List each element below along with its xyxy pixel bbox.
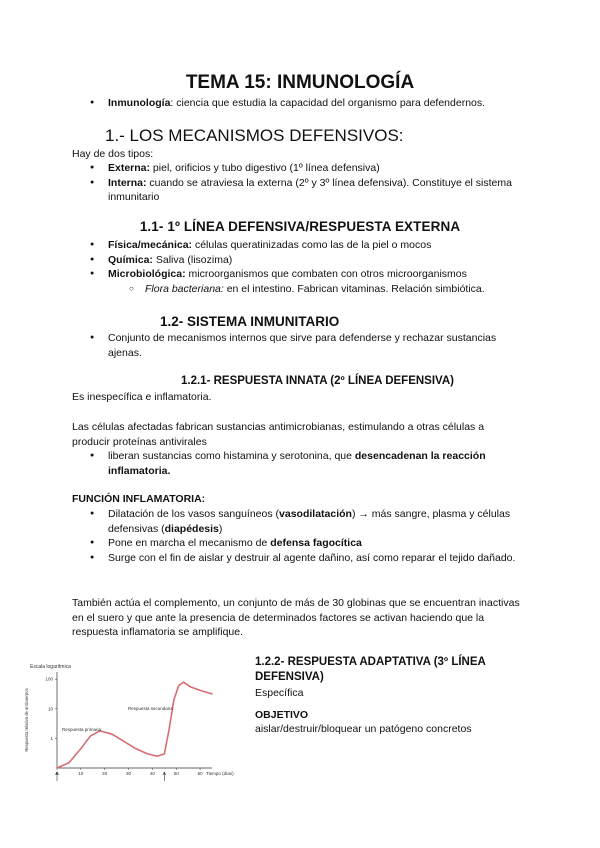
- annotation-primary: Respuesta primaria: [62, 727, 102, 732]
- term: Flora bacteriana:: [145, 283, 224, 295]
- y-tick-label: 100: [45, 676, 53, 682]
- objective-heading: OBJETIVO: [255, 709, 309, 721]
- intro-list: [108, 96, 548, 111]
- section-heading-1-1: 1.1- 1º LÍNEA DEFENSIVA/RESPUESTA EXTERNA: [139, 219, 461, 234]
- series-line: [57, 682, 212, 768]
- immune-system-list: [108, 331, 528, 360]
- text: Pone en marcha el mecanismo de: [108, 537, 271, 549]
- y-tick-label: 10: [47, 706, 53, 712]
- y-axis-label: Respuesta relativa de anticuerpos: [24, 688, 29, 752]
- scale-label: Escala logarítmica: [30, 664, 71, 670]
- x-tick-label: 40: [149, 771, 155, 776]
- text: Dilatación de los vasos sanguíneos (: [108, 508, 280, 520]
- paragraph: También actúa el complemento, un conjunto de más de 30 globinas que se encuentran inactivas en el suero y que ante la presencia de determinados factores se activan haciendo que la respuesta inflamatoria se amplifique.: [72, 597, 520, 638]
- term: Inmunología: [108, 97, 171, 109]
- y-tick-label: 1: [50, 735, 53, 741]
- list-item: [108, 267, 548, 282]
- page-title: TEMA 15: INMUNOLOGÍA: [185, 72, 415, 93]
- section-lead: Hay de dos tipos:: [72, 148, 154, 160]
- text: ): [218, 522, 223, 535]
- list-item: [108, 507, 518, 536]
- list-item: ● Surge con el fin de aislar y destruir al agente dañino, así como reparar el tejido dañado.: [108, 551, 518, 566]
- inflammatory-function-list: [108, 507, 518, 565]
- definition: microorganismos que combaten con otros microorganismos: [185, 268, 467, 280]
- definition: Saliva (lisozima): [152, 253, 233, 266]
- list-item: [108, 96, 548, 111]
- term: Microbiológica:: [108, 268, 186, 280]
- text: ) → más sangre, plasma y células defensivas (: [108, 508, 511, 535]
- defense-types-list: [108, 161, 528, 205]
- list-item: ● Conjunto de mecanismos internos que sirve para defenderse y rechazar sustancias ajenas.: [108, 331, 528, 360]
- emphasis: desencadenan la reacción inflamatoria.: [108, 450, 486, 477]
- text: liberan sustancias como histamina y serotonina, que: [108, 450, 355, 462]
- definition: células queratinizadas como las de la piel o mocos: [192, 239, 432, 251]
- x-axis-label: Tiempo (días): [206, 771, 234, 776]
- list-item: [108, 176, 528, 205]
- paragraph: Específica: [255, 687, 304, 699]
- list-item: [108, 253, 548, 268]
- innate-list: [108, 449, 518, 478]
- term: Externa:: [108, 162, 151, 174]
- emphasis: vasodilatación: [279, 508, 352, 520]
- list-item: [108, 536, 518, 551]
- x-tick-label: 60: [197, 771, 203, 776]
- definition: : ciencia que estudia la capacidad del organismo para defendernos.: [170, 97, 486, 109]
- list-item: [145, 282, 565, 297]
- section-heading-1: 1.- LOS MECANISMOS DEFENSIVOS:: [105, 126, 404, 145]
- list-item: [108, 238, 548, 253]
- term: Interna:: [108, 176, 147, 189]
- function-heading: FUNCIÓN INFLAMATORIA:: [72, 493, 206, 505]
- injection-arrow: [163, 772, 166, 781]
- definition: en el intestino. Fabrican vitaminas. Relación simbiótica.: [223, 283, 485, 295]
- paragraph: Las células afectadas fabrican sustancias antimicrobianas, estimulando a otras células a producir proteínas antivirales: [72, 421, 485, 448]
- x-tick-label: 0: [55, 771, 59, 776]
- definition: cuando se atraviesa la externa (2º y 3º línea defensiva). Constituye el sistema inmunitario: [108, 176, 512, 203]
- term: Química:: [108, 253, 153, 266]
- objective-text: aislar/destruir/bloquear un patógeno concretos: [255, 723, 472, 735]
- x-tick-label: 30: [126, 771, 132, 776]
- x-tick-label: 50: [173, 771, 179, 776]
- antibody-response-chart: [22, 660, 244, 785]
- section-heading-1-2-1: 1.2.1- RESPUESTA INNATA (2º LÍNEA DEFENSIVA): [181, 375, 454, 387]
- x-tick-label: 10: [78, 771, 84, 776]
- definition: piel, orificios y tubo digestivo (1º línea defensiva): [150, 162, 380, 174]
- section-heading-1-2: 1.2- SISTEMA INMUNITARIO: [160, 314, 340, 329]
- paragraph: Es inespecífica e inflamatoria.: [72, 391, 212, 403]
- section-heading-1-2-2: 1.2.2- RESPUESTA ADAPTATIVA (3º LÍNEA DEFENSIVA): [255, 656, 486, 683]
- emphasis: diapédesis: [164, 522, 219, 535]
- annotation-secondary: Respuesta secundaria: [128, 706, 173, 711]
- flora-sublist: [145, 282, 565, 297]
- list-item: [108, 449, 518, 478]
- x-tick-label: 20: [102, 771, 108, 776]
- list-item: [108, 161, 528, 176]
- term: Física/mecánica:: [108, 239, 193, 251]
- emphasis: defensa fagocítica: [270, 537, 362, 549]
- first-line-list: [108, 238, 548, 282]
